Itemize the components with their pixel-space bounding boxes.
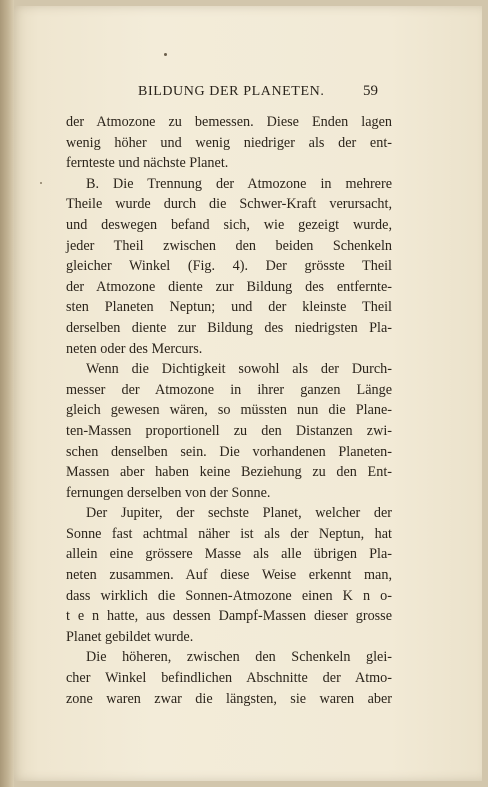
text-line: Sonne fast achtmal näher ist als der Neptun, hat bbox=[66, 525, 392, 542]
print-speck bbox=[164, 53, 167, 56]
text-line: neten zusammen. Auf diese Weise erkennt man, bbox=[66, 567, 392, 584]
text-line: Der Jupiter, der sechste Planet, welcher der bbox=[86, 505, 392, 522]
text-line: Theile wurde durch die Schwer-Kraft verursacht, bbox=[66, 196, 392, 213]
text-line: allein eine grössere Masse als alle übrigen Pla- bbox=[66, 546, 392, 563]
print-speck bbox=[40, 182, 42, 184]
text-line: t e n hatte, aus dessen Dampf-Massen dieser grosse bbox=[66, 608, 392, 625]
page-header bbox=[0, 84, 488, 108]
text-line: fernungen derselben von der Sonne. bbox=[66, 484, 271, 501]
text-line: Planet gebildet wurde. bbox=[66, 628, 194, 645]
text-line: neten oder des Mercurs. bbox=[66, 340, 203, 357]
page-number: 59 bbox=[363, 83, 378, 99]
text-line: sten Planeten Neptun; und der kleinste Theil bbox=[66, 299, 392, 316]
text-line: wenig höher und wenig niedriger als der ent- bbox=[66, 134, 392, 151]
text-line: ten-Massen proportionell zu den Distanzen zwi- bbox=[66, 422, 392, 439]
text-line: messer der Atmozone in ihrer ganzen Länge bbox=[66, 381, 392, 398]
text-line: gleicher Winkel (Fig. 4). Der grösste Theil bbox=[66, 258, 392, 275]
text-line: der Atmozone diente zur Bildung des entfernte- bbox=[66, 278, 392, 295]
text-line: B. Die Trennung der Atmozone in mehrere bbox=[86, 175, 392, 192]
text-line: der Atmozone zu bemessen. Diese Enden lagen bbox=[66, 114, 392, 130]
text-line: fernteste und nächste Planet. bbox=[66, 155, 229, 172]
body-text bbox=[66, 112, 392, 709]
text-line: gleich gewesen wären, so müssten nun die Plane- bbox=[66, 402, 392, 419]
text-line: dass wirklich die Sonnen-Atmozone einen K n o- bbox=[66, 587, 392, 604]
text-line: Wenn die Dichtigkeit sowohl als der Durch- bbox=[86, 361, 392, 378]
running-head: BILDUNG DER PLANETEN. bbox=[138, 84, 325, 99]
text-line: Massen aber haben keine Beziehung zu den Ent- bbox=[66, 464, 392, 481]
text-line: jeder Theil zwischen den beiden Schenkeln bbox=[66, 237, 392, 254]
text-line: derselben diente zur Bildung des niedrigsten Pla- bbox=[66, 319, 392, 336]
text-line: Die höheren, zwischen den Schenkeln glei- bbox=[86, 649, 392, 666]
text-line: cher Winkel befindlichen Abschnitte der Atmo- bbox=[66, 670, 392, 687]
text-line: und deswegen befand sich, wie gezeigt wurde, bbox=[66, 216, 392, 233]
text-line: zone waren zwar die längsten, sie waren aber bbox=[66, 690, 392, 707]
binding-gutter bbox=[0, 0, 14, 787]
text-line: schen denselben sein. Die vorhandenen Planeten- bbox=[66, 443, 392, 460]
